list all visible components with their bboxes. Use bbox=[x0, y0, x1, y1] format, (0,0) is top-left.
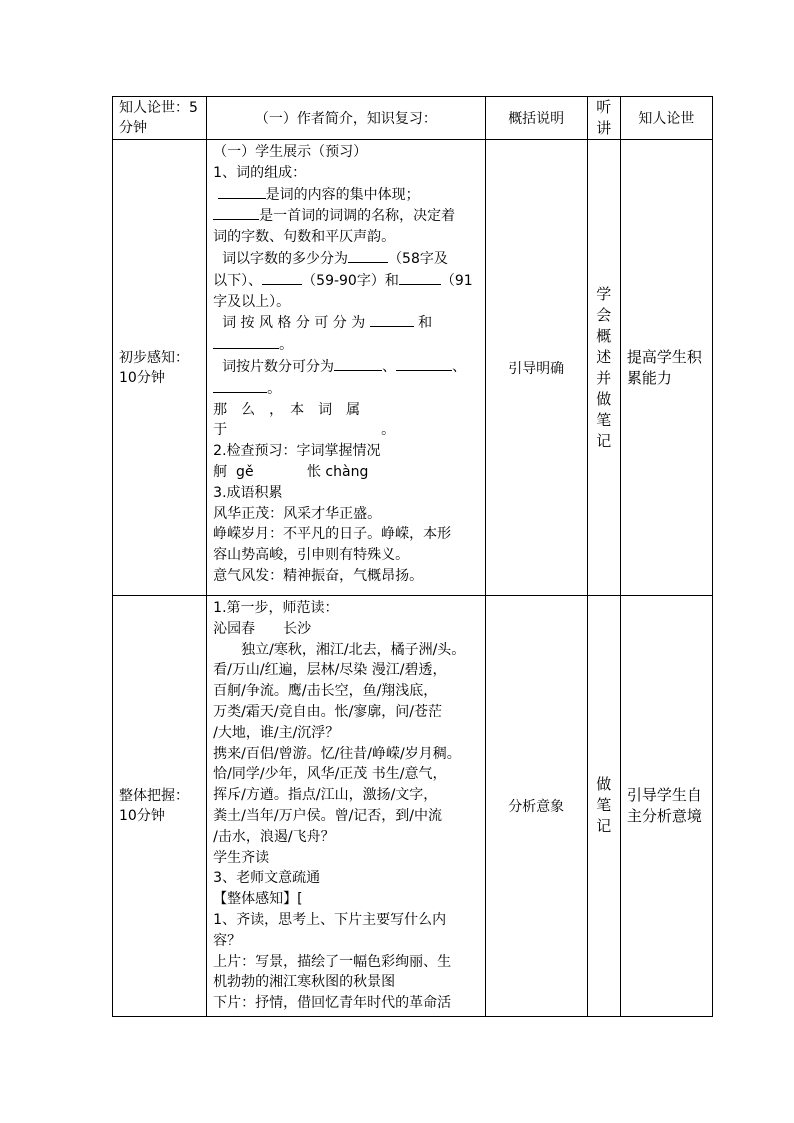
method-cell bbox=[485, 140, 587, 596]
content-line: 看/万山/红遍，层林/尽染 漫江/碧透， bbox=[213, 662, 447, 679]
content-line: 于 。 bbox=[213, 422, 396, 439]
content-line: 机勃勃的湘江寒秋图的秋景图 bbox=[213, 974, 396, 991]
content-line: 上片：写景，描绘了一幅色彩绚丽、生 bbox=[213, 953, 452, 970]
content-line: 容山势高峻，引申则有特殊义。 bbox=[213, 547, 410, 564]
content-line: 学生齐读 bbox=[213, 849, 270, 866]
fill-blank bbox=[396, 356, 452, 371]
content-line: 。 bbox=[213, 334, 478, 356]
content-line: 峥嵘岁月：不平凡的日子。峥嵘，本形 bbox=[213, 526, 452, 543]
stage-cell bbox=[113, 97, 207, 140]
content-line: 下片：抒情，借回忆青年时代的革命活 bbox=[213, 995, 452, 1012]
content-line: 那 么 ， 本 词 属 bbox=[213, 401, 361, 418]
content-line: 是词的内容的集中体现； bbox=[213, 184, 478, 206]
fill-blank bbox=[213, 378, 267, 393]
content-cell bbox=[207, 140, 485, 596]
fill-blank bbox=[348, 248, 388, 263]
row-initial-perception bbox=[113, 140, 713, 596]
content-heading: （一）作者简介，知识复习： bbox=[254, 111, 437, 127]
content-line: /大地，谁/主/沉浮？ bbox=[213, 724, 340, 741]
content-line: 万类/霜天/竞自由。怅/寥廓，问/苍茫 bbox=[213, 703, 443, 720]
content-line: 沁园春 长沙 bbox=[213, 620, 312, 637]
content-line: 是一首词的词调的名称，决定着 bbox=[213, 205, 478, 227]
fill-blank bbox=[370, 312, 414, 327]
goal-label: 引导学生自主分析意境 bbox=[626, 785, 702, 825]
activity-cell bbox=[587, 97, 620, 140]
goal-label: 提高学生积累能力 bbox=[626, 347, 702, 387]
content-line: 意气风发：精神振奋，气概昂扬。 bbox=[213, 567, 424, 584]
goal-label: 知人论世 bbox=[638, 111, 695, 127]
content-line: 容？ bbox=[213, 932, 242, 949]
content-line: 恰/同学/少年，风华/正茂 书生/意气， bbox=[213, 766, 447, 783]
content-line: 字及以上）。 bbox=[213, 293, 291, 310]
content-line: 3、老师文意疏通 bbox=[213, 870, 321, 887]
content-cell bbox=[207, 596, 485, 1017]
fill-blank bbox=[399, 270, 441, 285]
content-line: 挥斥/方遒。指点/江山，激扬/文字， bbox=[213, 787, 438, 804]
content-line: 以下）、 （59-90字）和 （91 bbox=[213, 270, 478, 292]
stage-cell bbox=[113, 596, 207, 1017]
stage-cell bbox=[113, 140, 207, 596]
content-line: 粪土/当年/万户侯。曾/记否，到/中流 bbox=[213, 807, 443, 824]
stage-label: 知人论世：5分钟 bbox=[119, 100, 198, 136]
goal-cell bbox=[620, 97, 712, 140]
method-label: 引导明确 bbox=[508, 360, 565, 377]
fill-blank bbox=[262, 270, 302, 285]
content-line: 1、词的组成： bbox=[213, 164, 307, 181]
content-line: 。 bbox=[213, 378, 478, 400]
fill-blank bbox=[218, 184, 266, 199]
header-row bbox=[113, 97, 713, 140]
fill-blank bbox=[213, 334, 279, 349]
content-line: 风华正茂：风采才华正盛。 bbox=[213, 505, 382, 522]
content-line: 3.成语积累 bbox=[213, 484, 283, 501]
method-label: 分析意象 bbox=[508, 798, 565, 815]
content-line: /击水，浪遏/飞舟？ bbox=[213, 828, 335, 845]
content-cell bbox=[207, 97, 485, 140]
activity-cell: 做 笔 记 bbox=[587, 596, 620, 1017]
content-line: （一）学生展示（预习） bbox=[213, 144, 368, 160]
content-line: 词按片数分可分为 、 、 bbox=[213, 356, 478, 378]
content-line: 独立/寒秋，湘江/北去，橘子洲/头。 bbox=[213, 641, 466, 658]
content-line: 词 按 风 格 分 可 分 为 和 bbox=[213, 312, 478, 334]
fill-blank bbox=[213, 205, 259, 220]
activity-cell: 学 会 概 述 并 做 笔 记 bbox=[587, 140, 620, 596]
stage-label: 整体把握：10分钟 bbox=[119, 787, 189, 824]
method-cell bbox=[485, 97, 587, 140]
content-line: 舸 gě 怅 chàng bbox=[213, 463, 369, 480]
content-line: 词的字数、句数和平仄声韵。 bbox=[213, 229, 396, 246]
goal-cell bbox=[620, 596, 712, 1017]
goal-cell bbox=[620, 140, 712, 596]
lesson-plan-table bbox=[112, 96, 713, 1017]
fill-blank bbox=[334, 356, 382, 371]
method-label: 概括说明 bbox=[508, 111, 565, 127]
content-line: 词以字数的多少分为 （58字及 bbox=[213, 248, 478, 270]
content-line: 1.第一步，师范读： bbox=[213, 600, 339, 616]
row-overall-grasp bbox=[113, 596, 713, 1017]
stage-label: 初步感知：10分钟 bbox=[119, 349, 189, 386]
content-line: 2.检查预习：字词掌握情况 bbox=[213, 443, 381, 460]
content-line: 1、齐读，思考上、下片主要写什么内 bbox=[213, 911, 447, 928]
content-line: 携来/百侣/曾游。忆/往昔/峥嵘/岁月稠。 bbox=[213, 745, 461, 762]
activity-label: 听讲 bbox=[596, 98, 612, 137]
content-line: 【整体感知】[ bbox=[213, 891, 303, 908]
content-line: 百舸/争流。鹰/击长空，鱼/翔浅底， bbox=[213, 683, 438, 700]
method-cell bbox=[485, 596, 587, 1017]
